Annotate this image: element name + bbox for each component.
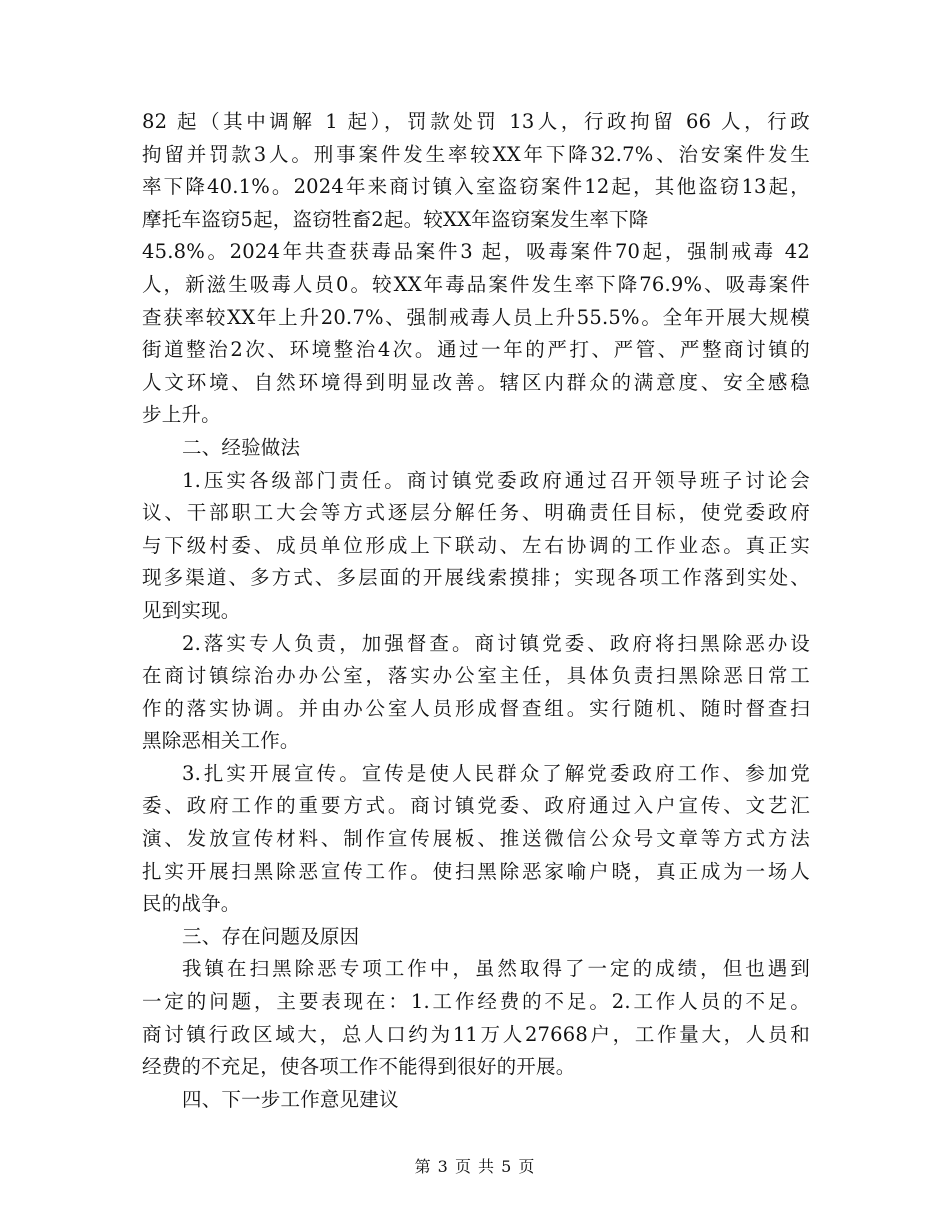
text-line: 见到实现。	[142, 598, 241, 622]
text-line: 二、经验做法	[182, 435, 301, 459]
page-footer: 第 3 页 共 5 页	[414, 1157, 536, 1176]
text-line: 1.压实各级部门责任。商讨镇党委政府通过召开领导班子讨论会	[182, 468, 810, 492]
text-line: 我镇在扫黑除恶专项工作中，虽然取得了一定的成绩，但也遇到	[182, 957, 810, 981]
text-line: 街道整治2次、环境整治4次。通过一年的严打、严管、严整商讨镇的	[142, 338, 810, 362]
text-line: 45.8%。2024年共查获毒品案件3 起，吸毒案件70起，强制戒毒 42	[142, 240, 810, 264]
text-line: 扎实开展扫黑除恶宣传工作。使扫黑除恶家喻户晓，真正成为一场人	[142, 859, 810, 883]
text-line: 82 起（其中调解 1 起），罚款处罚 13人，行政拘留 66 人，行政	[142, 110, 810, 133]
text-line: 黑除恶相关工作。	[142, 729, 300, 753]
text-line: 率下降40.1%。2024年来商讨镇入室盗窃案件12起，其他盗窃13起，	[142, 175, 810, 199]
text-line: 人文环境、自然环境得到明显改善。辖区内群众的满意度、安全感稳	[142, 370, 810, 394]
text-line: 作的落实协调。并由办公室人员形成督查组。实行随机、随时督查扫	[142, 696, 810, 720]
text-line: 与下级村委、成员单位形成上下联动、左右协调的工作业态。真正实	[142, 533, 810, 557]
text-line: 现多渠道、多方式、多层面的开展线索摸排；实现各项工作落到实处、	[142, 566, 810, 590]
text-line: 摩托车盗窃5起，盗窃牲畜2起。较XX年盗窃案发生率下降	[142, 207, 649, 231]
text-line: 拘留并罚款3人。刑事案件发生率较XX年下降32.7%、治安案件发生	[142, 142, 810, 166]
text-line: 2.落实专人负责，加强督查。商讨镇党委、政府将扫黑除恶办设	[182, 631, 810, 655]
text-line: 在商讨镇综治办办公室，落实办公室主任，具体负责扫黑除恶日常工	[142, 664, 810, 688]
text-line: 四、下一步工作意见建议	[182, 1087, 399, 1111]
document-body	[142, 106, 810, 1116]
text-line: 一定的问题，主要表现在：1.工作经费的不足。2.工作人员的不足。	[142, 990, 810, 1014]
text-line: 人，新滋生吸毒人员0。较XX年毒品案件发生率下降76.9%、吸毒案件	[142, 272, 810, 296]
text-line: 演、发放宣传材料、制作宣传展板、推送微信公众号文章等方式方法	[142, 827, 810, 851]
text-line: 委、政府工作的重要方式。商讨镇党委、政府通过入户宣传、文艺汇	[142, 794, 810, 818]
text-line: 商讨镇行政区域大，总人口约为11万人27668户，工作量大，人员和	[142, 1022, 810, 1046]
text-line: 步上升。	[142, 403, 221, 427]
text-line: 议、干部职工大会等方式逐层分解任务、明确责任目标，使党委政府	[142, 501, 810, 525]
text-line: 查获率较XX年上升20.7%、强制戒毒人员上升55.5%。全年开展大规模	[142, 305, 810, 329]
text-line: 经费的不充足，使各项工作不能得到很好的开展。	[142, 1055, 576, 1079]
text-line: 民的战争。	[142, 892, 241, 916]
text-line: 3.扎实开展宣传。宣传是使人民群众了解党委政府工作、参加党	[182, 761, 810, 785]
text-line: 三、存在问题及原因	[182, 924, 360, 948]
